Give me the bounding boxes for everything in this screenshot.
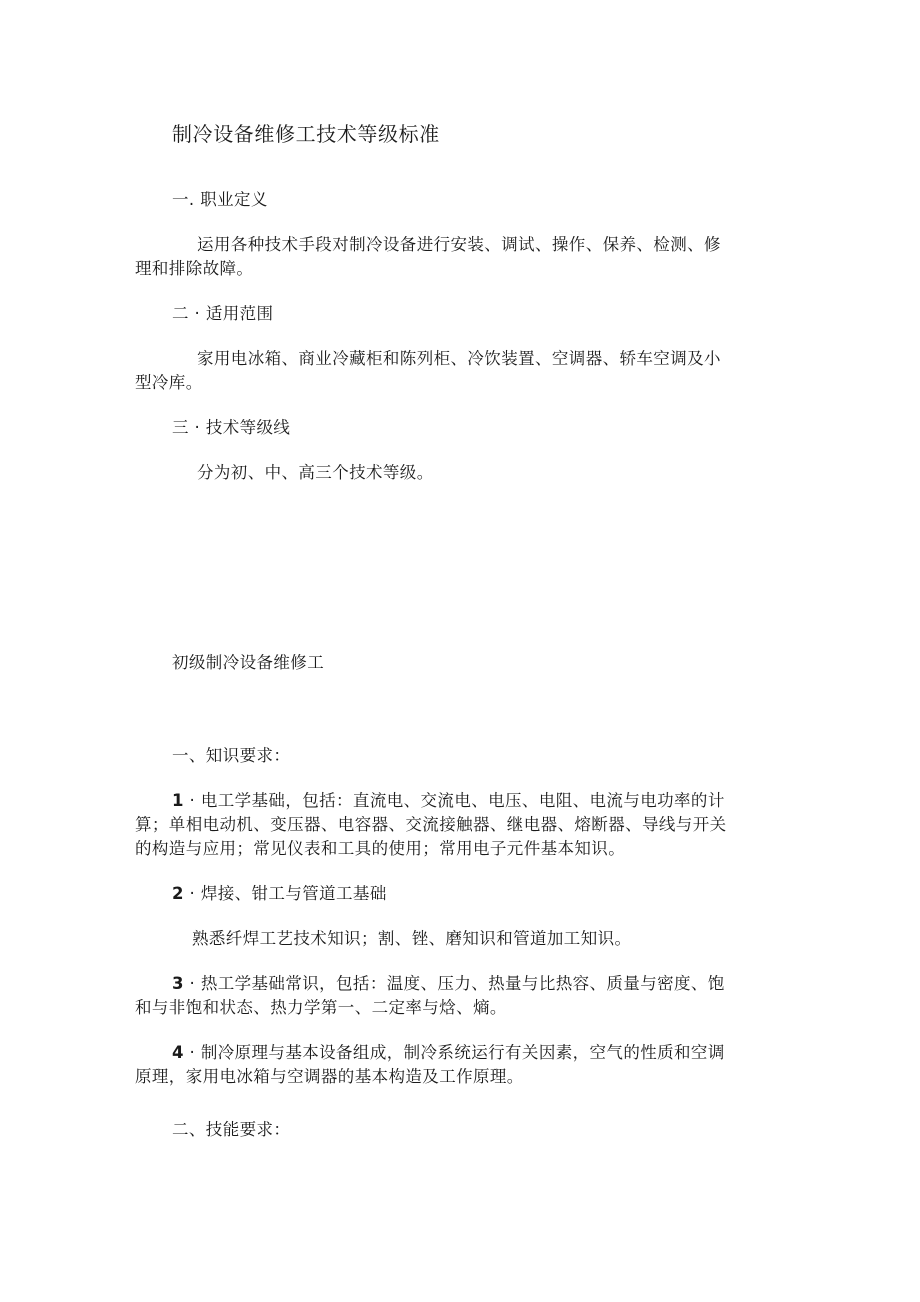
section2-heading: 二 · 适用范围 — [172, 304, 274, 323]
skills-heading: 二、技能要求： — [172, 1120, 291, 1139]
section2-body-line1: 家用电冰箱、商业冷藏柜和陈列柜、冷饮装置、空调器、轿车空调及小 — [197, 349, 721, 368]
section1-body-line2: 理和排除故障。 — [135, 259, 254, 278]
item2-number: 2 — [172, 884, 184, 903]
item3-number: 3 — [172, 974, 184, 993]
item1-line2: 算；单相电动机、变压器、电容器、交流接触器、继电器、熔断器、导线与开关 — [135, 815, 727, 834]
item1-number: 1 — [172, 791, 184, 810]
section3-heading: 三 · 技术等级线 — [172, 418, 291, 437]
item1-line3: 的构造与应用；常见仪表和工具的使用；常用电子元件基本知识。 — [135, 839, 626, 858]
item1-line1-text: · 电工学基础，包括：直流电、交流电、电压、电阻、电流与电功率的计 — [183, 791, 725, 810]
section3-body-line1: 分为初、中、高三个技术等级。 — [197, 463, 434, 482]
item2-line2: 熟悉纤焊工艺技术知识；割、锉、磨知识和管道加工知识。 — [192, 929, 632, 948]
item4-number: 4 — [172, 1043, 184, 1062]
section1-heading: 一. 职业定义 — [172, 190, 268, 209]
section1-body-line1: 运用各种技术手段对制冷设备进行安装、调试、操作、保养、检测、修 — [197, 235, 721, 254]
item3-line2: 和与非饱和状态、热力学第一、二定率与焓、熵。 — [135, 998, 507, 1017]
document-title: 制冷设备维修工技术等级标准 — [172, 122, 440, 146]
item2-line1-text: · 焊接、钳工与管道工基础 — [183, 884, 387, 903]
item4-line2: 原理，家用电冰箱与空调器的基本构造及工作原理。 — [135, 1067, 524, 1086]
item4-line1 — [172, 1041, 725, 1065]
junior-title: 初级制冷设备维修工 — [172, 653, 325, 672]
item2-line1 — [172, 882, 387, 906]
section2-body-line2: 型冷库。 — [135, 373, 203, 392]
item3-line1 — [172, 972, 725, 996]
item1-line1 — [172, 789, 725, 813]
item4-line1-text: · 制冷原理与基本设备组成，制冷系统运行有关因素，空气的性质和空调 — [183, 1043, 725, 1062]
item3-line1-text: · 热工学基础常识，包括：温度、压力、热量与比热容、质量与密度、饱 — [183, 974, 725, 993]
knowledge-heading: 一、知识要求： — [172, 746, 291, 765]
